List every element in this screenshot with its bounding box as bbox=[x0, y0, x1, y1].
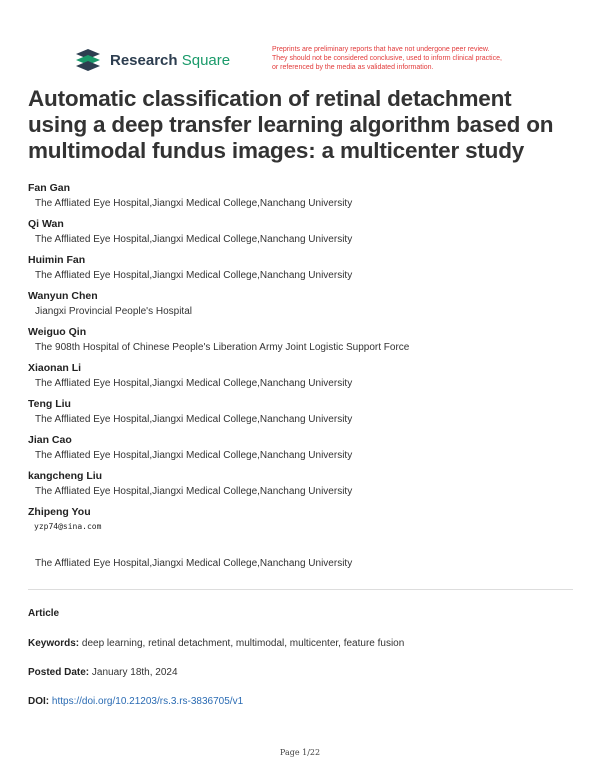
author-list bbox=[28, 180, 573, 572]
author-affiliation: The Affliated Eye Hospital,Jiangxi Medical College,Nanchang University bbox=[35, 450, 353, 461]
doi-row bbox=[28, 696, 243, 707]
author-name[interactable]: Weiguo Qin bbox=[28, 326, 87, 338]
keywords-label: Keywords: bbox=[28, 638, 80, 649]
author-name[interactable]: Qi Wan bbox=[28, 218, 64, 230]
posted-date-label: Posted Date: bbox=[28, 667, 90, 678]
keywords-row bbox=[28, 638, 404, 649]
corresponding-author-email[interactable]: yzp74@sina.com bbox=[34, 522, 102, 531]
author-entry bbox=[28, 360, 573, 396]
research-square-logo[interactable] bbox=[74, 48, 230, 72]
research-square-logo-icon bbox=[74, 48, 104, 72]
author-entry bbox=[28, 216, 573, 252]
doi-label: DOI: bbox=[28, 696, 50, 707]
author-affiliation: The Affliated Eye Hospital,Jiangxi Medical College,Nanchang University bbox=[35, 198, 353, 209]
author-entry bbox=[28, 396, 573, 432]
article-type-label: Article bbox=[28, 608, 60, 619]
posted-date-value: January 18th, 2024 bbox=[91, 667, 178, 678]
author-affiliation: Jiangxi Provincial People's Hospital bbox=[35, 306, 192, 317]
corresponding-author-name[interactable]: Zhipeng You bbox=[28, 506, 91, 518]
author-entry bbox=[28, 252, 573, 288]
section-divider bbox=[28, 589, 573, 590]
author-affiliation: The Affliated Eye Hospital,Jiangxi Medical College,Nanchang University bbox=[35, 378, 353, 389]
author-name[interactable]: Jian Cao bbox=[28, 434, 72, 446]
preprint-notice bbox=[272, 45, 542, 72]
author-entry bbox=[28, 180, 573, 216]
author-name[interactable]: Wanyun Chen bbox=[28, 290, 98, 302]
author-name[interactable]: Huimin Fan bbox=[28, 254, 86, 266]
doi-link[interactable]: https://doi.org/10.21203/rs.3.rs-3836705/v1 bbox=[51, 696, 244, 707]
author-entry bbox=[28, 432, 573, 468]
notice-line: Preprints are preliminary reports that have not undergone peer review. bbox=[272, 46, 490, 53]
author-name[interactable]: Teng Liu bbox=[28, 398, 71, 410]
article-type bbox=[28, 608, 59, 619]
author-affiliation: The Affliated Eye Hospital,Jiangxi Medical College,Nanchang University bbox=[35, 234, 353, 245]
author-name[interactable]: Fan Gan bbox=[28, 182, 71, 194]
author-entry bbox=[28, 324, 573, 360]
author-name[interactable]: kangcheng Liu bbox=[28, 470, 103, 482]
logo-word-square: Square bbox=[181, 51, 231, 69]
page-number: Page 1/22 bbox=[279, 748, 321, 757]
author-entry bbox=[28, 468, 573, 504]
author-affiliation: The Affliated Eye Hospital,Jiangxi Medical College,Nanchang University bbox=[35, 270, 353, 281]
author-name[interactable]: Xiaonan Li bbox=[28, 362, 82, 374]
notice-line: They should not be considered conclusive, used to inform clinical practice, bbox=[272, 55, 502, 62]
keywords-value: deep learning, retinal detachment, multimodal, multicenter, feature fusion bbox=[81, 638, 405, 649]
author-affiliation: The 908th Hospital of Chinese People's Liberation Army Joint Logistic Support Force bbox=[35, 342, 410, 353]
logo-word-research: Research bbox=[110, 51, 178, 69]
corresponding-author-affiliation: The Affliated Eye Hospital,Jiangxi Medical College,Nanchang University bbox=[35, 558, 353, 569]
logo-text bbox=[110, 52, 230, 69]
corresponding-author-entry bbox=[28, 504, 573, 572]
posted-date-row bbox=[28, 667, 178, 678]
notice-line: or referenced by the media as validated information. bbox=[272, 64, 434, 71]
author-affiliation: The Affliated Eye Hospital,Jiangxi Medical College,Nanchang University bbox=[35, 414, 353, 425]
paper-title: Automatic classification of retinal detachment using a deep transfer learning algorithm based on multimodal fundus images: a multicenter study bbox=[28, 86, 554, 163]
author-entry bbox=[28, 288, 573, 324]
author-affiliation: The Affliated Eye Hospital,Jiangxi Medical College,Nanchang University bbox=[35, 486, 353, 497]
